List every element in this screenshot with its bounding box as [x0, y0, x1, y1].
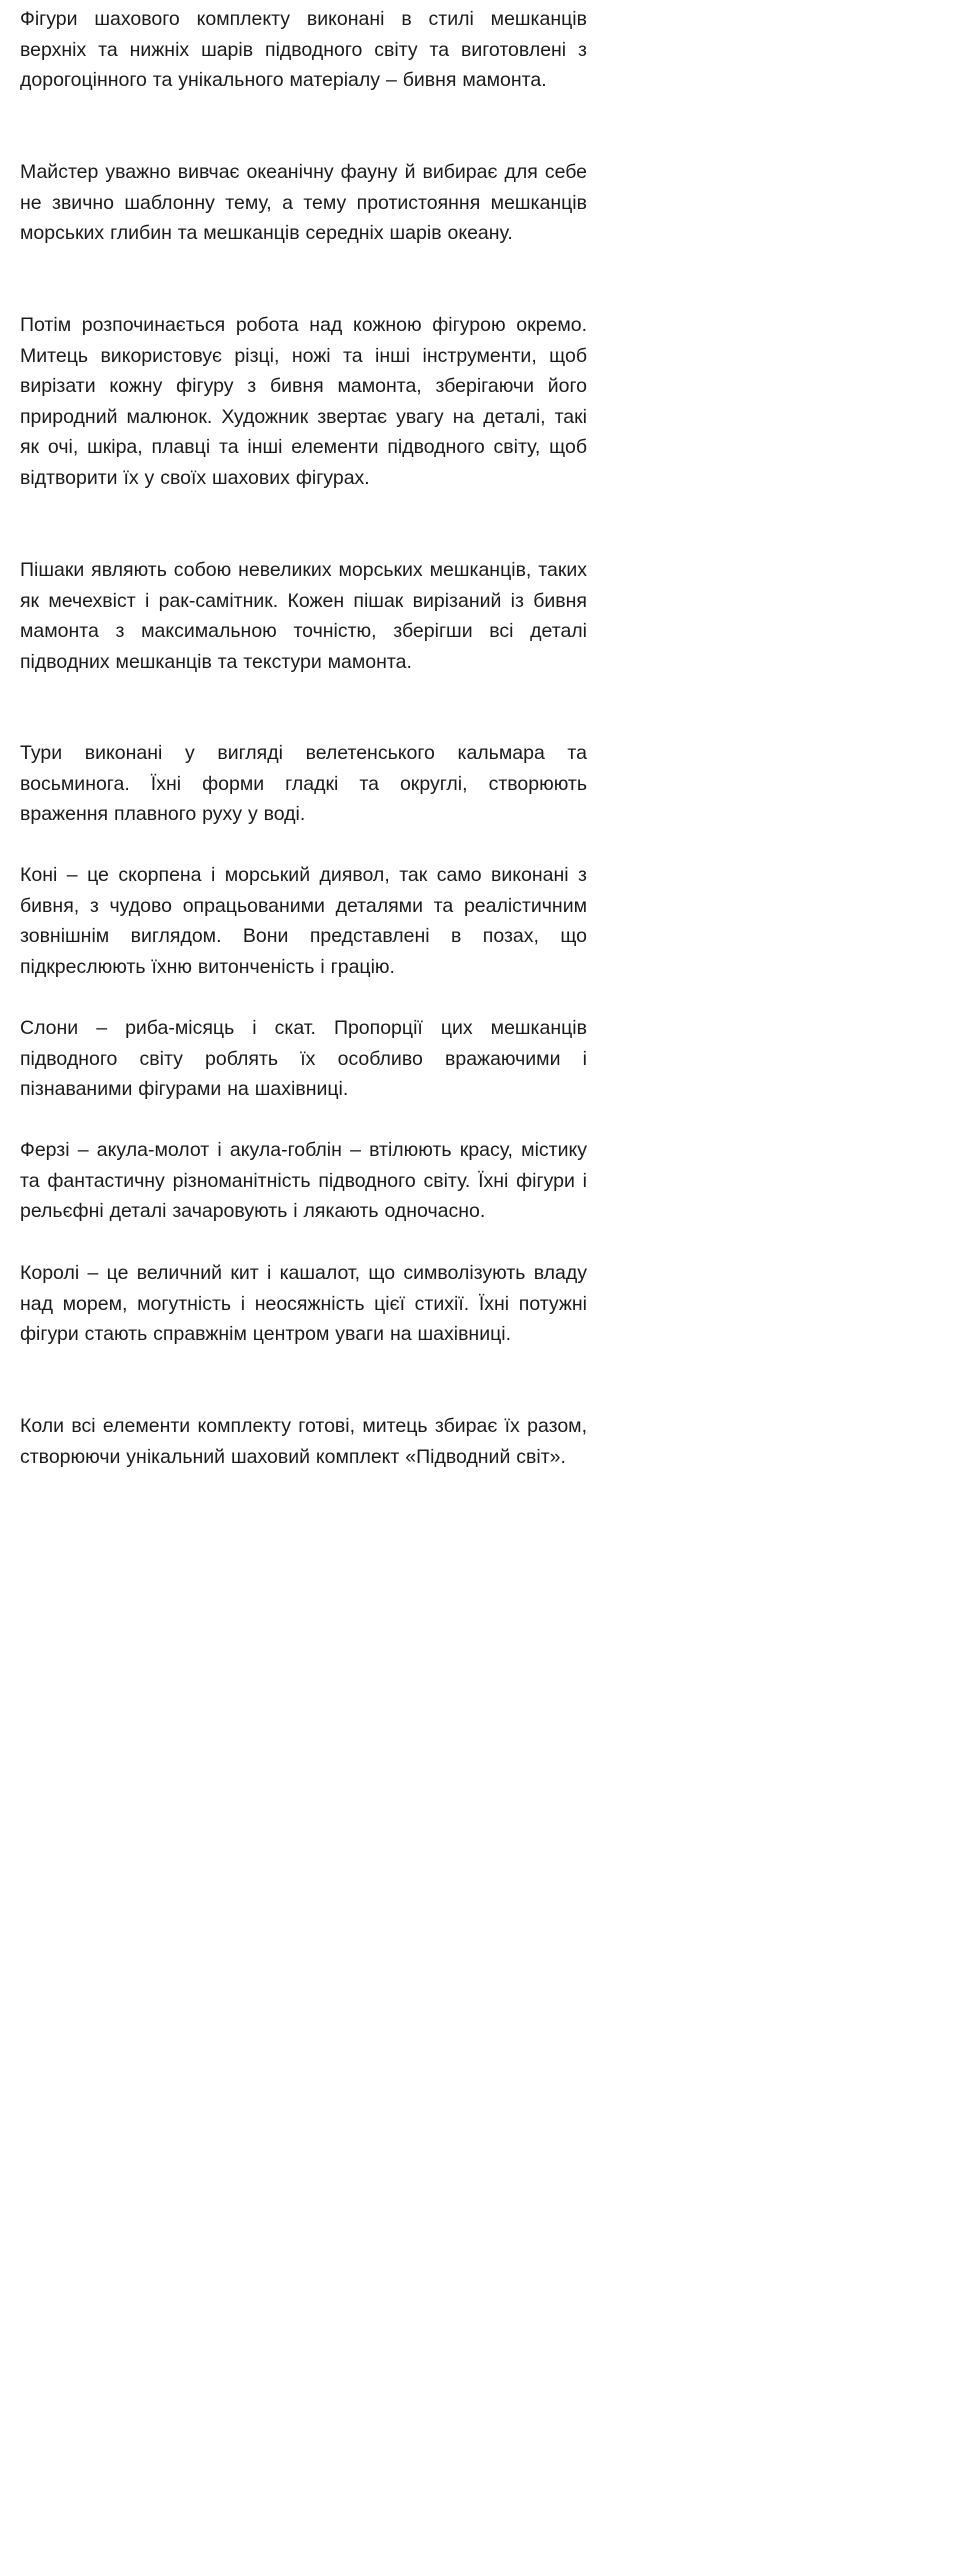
article-body	[0, 0, 607, 1600]
paragraph-queens: Ферзі – акула-молот і акула-гоблін – втілюють красу, містику та фантастичну різноманітність підводного світу. Їхні фігури і рельєфні деталі зачаровують і лякають одночасно.	[20, 1139, 587, 1222]
paragraph-theme: Майстер уважно вивчає океанічну фауну й вибирає для себе не звично шаблонну тему, а тему протистояння мешканців морських глибин та мешканців середніх шарів океану.	[20, 161, 587, 244]
paragraph-kings: Королі – це величний кит і кашалот, що символізують владу над морем, могутність і неосяжність цієї стихії. Їхні потужні фігури стають справжнім центром уваги на шахівниці.	[20, 1262, 587, 1345]
paragraph-intro: Фігури шахового комплекту виконані в стилі мешканців верхніх та нижніх шарів підводного світу та виготовлені з дорогоцінного та унікального матеріалу – бивня мамонта.	[20, 8, 587, 91]
paragraph-rooks: Тури виконані у вигляді велетенського кальмара та восьминога. Їхні форми гладкі та округлі, створюють враження плавного руху у воді.	[20, 742, 587, 825]
paragraph-pawns: Пішаки являють собою невеликих морських мешканців, таких як мечехвіст і рак-самітник. Кожен пішак вирізаний із бивня мамонта з максимальною точністю, зберігши всі деталі підводних мешканців та текстури мамонта.	[20, 559, 587, 673]
paragraph-knights: Коні – це скорпена і морський диявол, так само виконані з бивня, з чудово опрацьованими деталями та реалістичним зовнішнім виглядом. Вони представлені в позах, що підкреслюють їхню витонченість і грацію.	[20, 864, 587, 978]
paragraph-bishops: Слони – риба-місяць і скат. Пропорції цих мешканців підводного світу роблять їх особливо вражаючими і пізнаваними фігурами на шахівниці.	[20, 1017, 587, 1100]
paragraph-carving-process: Потім розпочинається робота над кожною фігурою окремо. Митець використовує різці, ножі та інші інструменти, щоб вирізати кожну фігуру з бивня мамонта, зберігаючи його природний малюнок. Художник звертає увагу на деталі, такі як очі, шкіра, плавці та інші елементи підводного світу, щоб відтворити їх у своїх шахових фігурах.	[20, 314, 587, 489]
paragraph-conclusion: Коли всі елементи комплекту готові, митець збирає їх разом, створюючи унікальний шаховий комплект «Підводний світ».	[20, 1415, 587, 1468]
